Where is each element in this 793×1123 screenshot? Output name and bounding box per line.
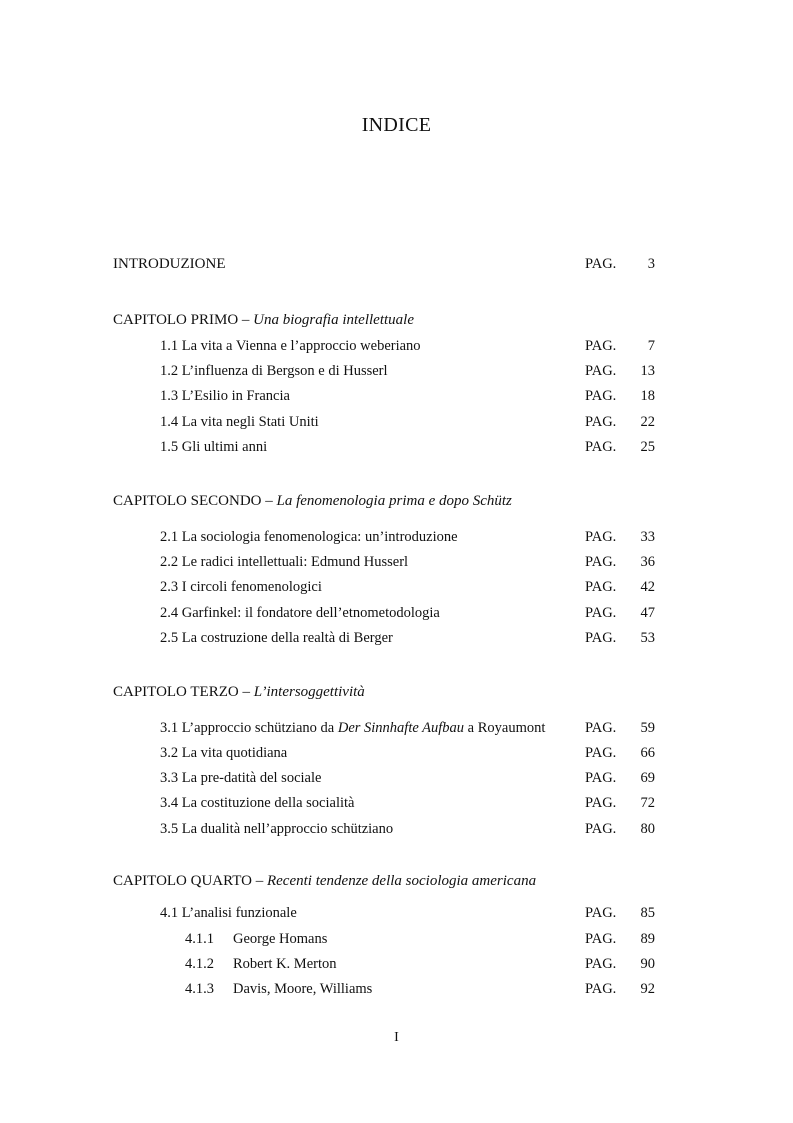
section-label: L’Esilio in Francia	[181, 388, 290, 404]
page-number: 53	[640, 630, 655, 646]
pag-label: PAG.	[585, 388, 617, 404]
section-number: 4.1	[160, 905, 179, 921]
toc-entry	[0, 603, 793, 623]
pag-label: PAG.	[585, 720, 617, 736]
section-number: 3.4	[160, 795, 179, 811]
pag-label: PAG.	[585, 605, 617, 621]
toc-entry	[0, 743, 793, 763]
page-number: 13	[640, 363, 655, 379]
section-label: La dualità nell’approccio schütziano	[181, 821, 394, 837]
section-label: Le radici intellettuali: Edmund Husserl	[181, 554, 409, 570]
toc-subentry	[0, 929, 793, 949]
toc-entry	[0, 628, 793, 648]
section-number: 2.4	[160, 605, 179, 621]
page-number: 25	[640, 439, 655, 455]
section-label-text: a Royaumont	[464, 720, 546, 736]
pag-label: PAG.	[585, 956, 617, 972]
pag-label: PAG.	[585, 414, 617, 430]
chapter-subtitle: La fenomenologia prima e dopo Schütz	[276, 493, 512, 509]
chapter-subtitle: Una biografia intellettuale	[253, 312, 414, 328]
section-label: La costituzione della socialità	[181, 795, 355, 811]
toc-entry	[0, 437, 793, 457]
pag-label: PAG.	[585, 745, 617, 761]
pag-label: PAG.	[585, 931, 617, 947]
section-label: La vita quotidiana	[181, 745, 288, 761]
section-number: 2.5	[160, 630, 179, 646]
pag-label: PAG.	[585, 981, 617, 997]
page-number: 22	[640, 414, 655, 430]
section-number: 1.3	[160, 388, 179, 404]
pag-label: PAG.	[585, 439, 617, 455]
page-number: 89	[640, 931, 655, 947]
pag-label: PAG.	[585, 363, 617, 379]
page-number: 80	[640, 821, 655, 837]
page-number: 36	[640, 554, 655, 570]
section-number: 2.3	[160, 579, 179, 595]
subsection-label: George Homans	[233, 931, 328, 947]
chapter-heading	[0, 682, 793, 702]
chapter-heading	[0, 491, 793, 511]
section-number: 3.5	[160, 821, 179, 837]
section-number: 1.2	[160, 363, 179, 379]
page-number: 85	[640, 905, 655, 921]
chapter-separator: –	[242, 684, 250, 700]
section-number: 2.1	[160, 529, 179, 545]
toc-entry	[0, 793, 793, 813]
section-number: 3.1	[160, 720, 179, 736]
toc-entry-introduction	[0, 254, 793, 274]
chapter-separator: –	[241, 312, 250, 328]
section-label: La costruzione della realtà di Berger	[181, 630, 393, 646]
section-label: La vita negli Stati Uniti	[181, 414, 319, 430]
toc-entry	[0, 903, 793, 923]
page-number: 59	[640, 720, 655, 736]
toc-entry	[0, 527, 793, 547]
section-label: L’influenza di Bergson e di Husserl	[181, 363, 388, 379]
section-label: La pre-datità del sociale	[181, 770, 322, 786]
section-label: La vita a Vienna e l’approccio weberiano	[181, 338, 421, 354]
page-number: 7	[647, 338, 655, 354]
page-number: 92	[640, 981, 655, 997]
toc-subentry	[0, 954, 793, 974]
chapter-heading	[0, 871, 793, 891]
chapter-name: CAPITOLO TERZO	[113, 684, 239, 700]
pag-label: PAG.	[585, 338, 617, 354]
footer-page-number: I	[394, 1030, 399, 1045]
subsection-label: Robert K. Merton	[233, 956, 337, 972]
section-number: 2.2	[160, 554, 179, 570]
section-label	[182, 720, 546, 736]
pag-label: PAG.	[585, 630, 617, 646]
subsection-label: Davis, Moore, Williams	[233, 981, 373, 997]
page-number: 66	[640, 745, 655, 761]
section-label: Garfinkel: il fondatore dell’etnometodologia	[181, 605, 440, 621]
pag-label: PAG.	[585, 579, 617, 595]
toc-entry	[0, 336, 793, 356]
chapter-separator: –	[255, 873, 264, 889]
page-number: 33	[640, 529, 655, 545]
toc-entry	[0, 412, 793, 432]
chapter-heading	[0, 310, 793, 330]
page-number: 42	[640, 579, 655, 595]
page-title: INDICE	[361, 114, 432, 136]
page-number: 18	[640, 388, 655, 404]
section-label: La sociologia fenomenologica: un’introduzione	[181, 529, 458, 545]
section-number: 3.2	[160, 745, 179, 761]
toc-entry	[0, 552, 793, 572]
section-number: 1.1	[160, 338, 179, 354]
toc-entry	[0, 768, 793, 788]
pag-label: PAG.	[585, 770, 617, 786]
subsection-number: 4.1.2	[185, 956, 214, 972]
pag-label: PAG.	[585, 256, 617, 272]
pag-label: PAG.	[585, 795, 617, 811]
page-number: 90	[640, 956, 655, 972]
section-number: 3.3	[160, 770, 179, 786]
chapter-subtitle: Recenti tendenze della sociologia americana	[266, 873, 537, 889]
pag-label: PAG.	[585, 821, 617, 837]
section-label: L’analisi funzionale	[181, 905, 297, 921]
section-label: Gli ultimi anni	[181, 439, 268, 455]
pag-label: PAG.	[585, 554, 617, 570]
toc-entry	[0, 577, 793, 597]
pag-label: PAG.	[585, 905, 617, 921]
toc-entry	[0, 718, 793, 738]
section-label-text: L’approccio schütziano da	[181, 720, 338, 736]
chapter-name: CAPITOLO QUARTO	[113, 873, 252, 889]
page-number: 72	[640, 795, 655, 811]
toc-entry	[0, 819, 793, 839]
chapter-name: CAPITOLO SECONDO	[113, 493, 262, 509]
section-label: I circoli fenomenologici	[181, 579, 322, 595]
section-number: 1.5	[160, 439, 179, 455]
page-number: 69	[640, 770, 655, 786]
page-number: 3	[647, 256, 655, 272]
entry-label: INTRODUZIONE	[113, 256, 226, 272]
chapter-name: CAPITOLO PRIMO	[113, 312, 239, 328]
page-number: 47	[640, 605, 655, 621]
subsection-number: 4.1.1	[185, 931, 214, 947]
toc-subentry	[0, 979, 793, 999]
subsection-number: 4.1.3	[185, 981, 214, 997]
section-label-italic: Der Sinnhafte Aufbau	[337, 720, 465, 736]
toc-entry	[0, 361, 793, 381]
pag-label: PAG.	[585, 529, 617, 545]
toc-entry	[0, 386, 793, 406]
chapter-separator: –	[265, 493, 273, 509]
chapter-subtitle: L’intersoggettività	[253, 684, 365, 700]
section-number: 1.4	[160, 414, 179, 430]
